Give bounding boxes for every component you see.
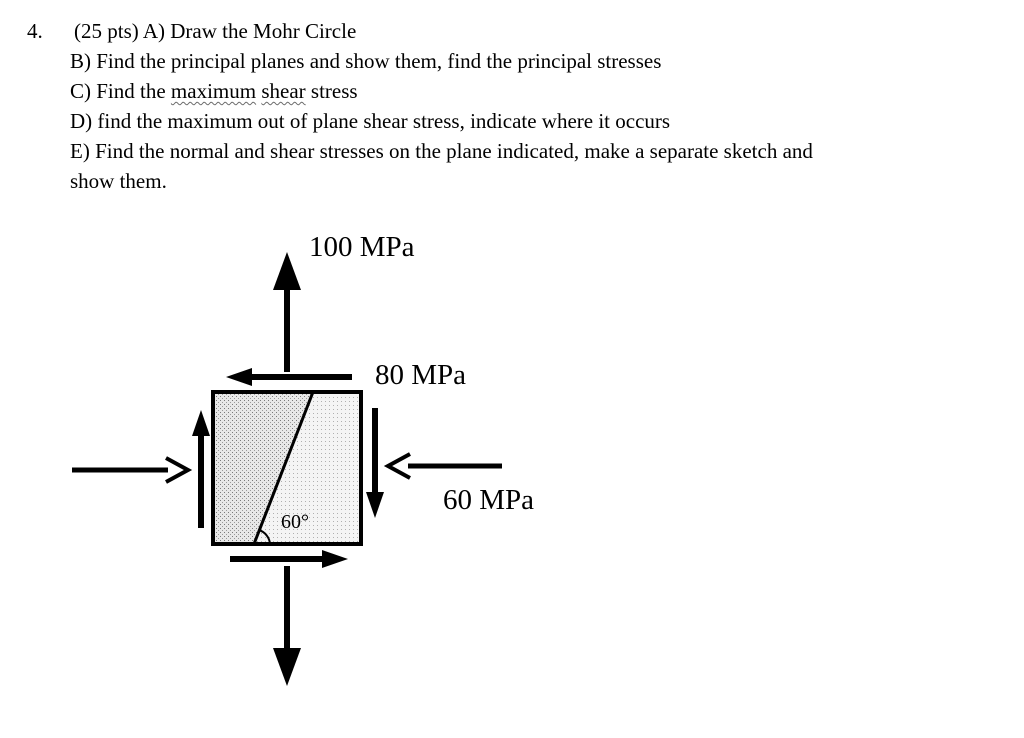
arrow-sigma-x-right <box>388 454 502 478</box>
label-sigma-x: 60 MPa <box>443 484 535 516</box>
part-c-maximum: maximum <box>170 79 257 103</box>
question-part-e-continued: show them. <box>70 169 167 193</box>
arrow-sigma-y-up <box>273 252 301 372</box>
arrow-shear-left <box>192 410 210 528</box>
label-sigma-y: 100 MPa <box>309 231 415 263</box>
question-part-e: E) Find the normal and shear stresses on the plane indicated, make a separate sketch and <box>70 139 813 163</box>
part-c-suffix: stress <box>305 79 358 103</box>
part-c-prefix: C) Find the <box>70 79 171 103</box>
question-part-b: B) Find the principal planes and show them, find the principal stresses <box>70 49 662 73</box>
problem-number: 4. <box>27 19 43 43</box>
part-c-shear: shear <box>261 79 306 103</box>
question-part-a: (25 pts) A) Draw the Mohr Circle <box>74 19 357 43</box>
arrow-shear-bottom <box>230 550 348 568</box>
label-plane-angle: 60° <box>281 511 309 533</box>
arrow-sigma-x-left <box>72 458 188 482</box>
label-shear-stress: 80 MPa <box>375 359 467 391</box>
arrow-sigma-y-down <box>273 566 301 686</box>
arrow-shear-right <box>366 408 384 518</box>
question-part-d: D) find the maximum out of plane shear stress, indicate where it occurs <box>70 109 671 133</box>
